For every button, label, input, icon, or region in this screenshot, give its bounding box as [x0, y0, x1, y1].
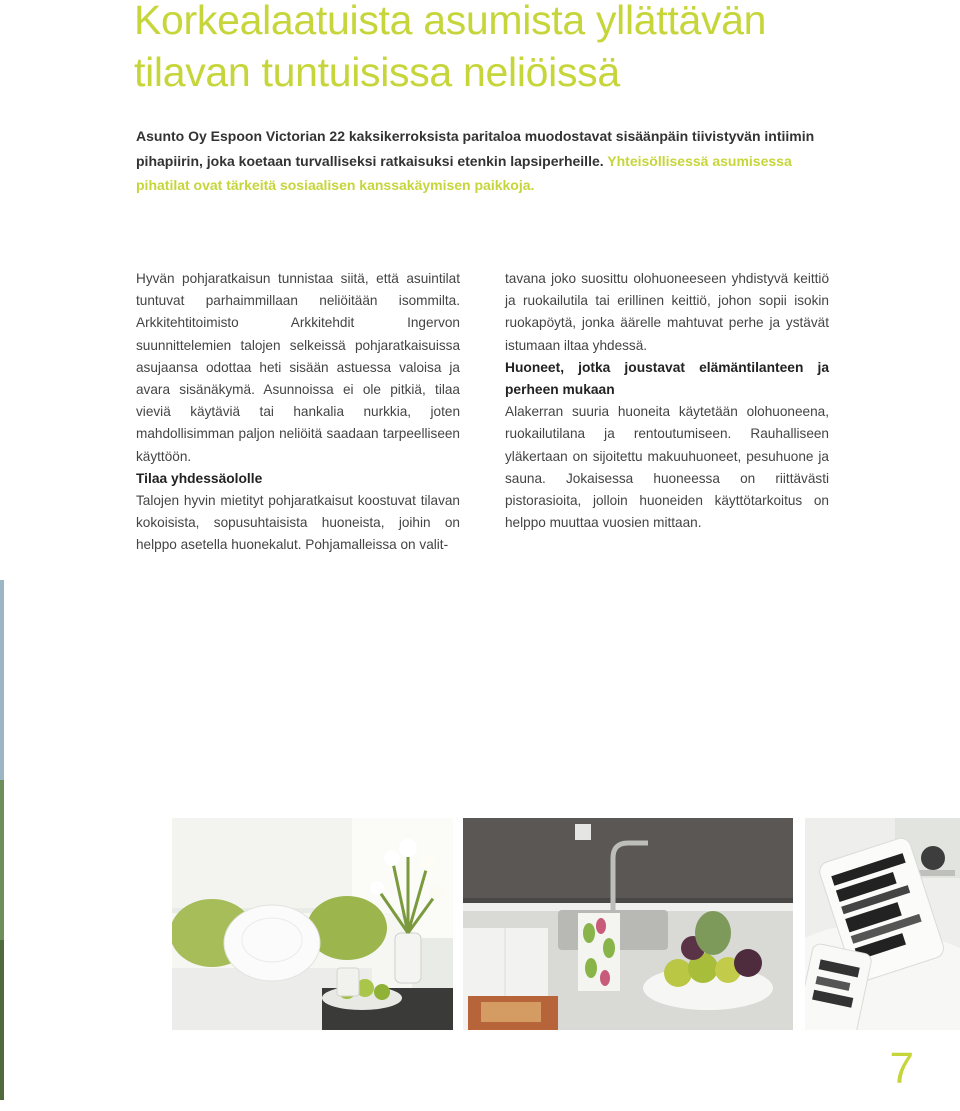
section-subheading: Huoneet, jotka joustavat elämäntilanteen ja perheen mukaan	[505, 359, 829, 398]
text-column-right	[505, 268, 829, 534]
lead-paragraph	[136, 124, 844, 198]
body-paragraph: Hyvän pohjaratkaisun tunnistaa siitä, että asuintilat tuntuvat parhaimmillaan neliöitään isommilta. Arkkitehtitoimisto Arkkitehdit Ingervon suunnittelemien talojen selkeissä pohjaratkaisuissa asujaansa odottaa heti sisään astuessa valoisa ja avara sisänäkymä. Asunnoissa ei ole pitkiä, tilaa vieviä käytäviä tai hankalia nurkkia, joten mahdollisimman paljon neliöitä saadaan tarpeelliseen käyttöön.	[136, 271, 460, 464]
text-column-left	[136, 268, 460, 557]
kitchen-photo	[463, 818, 793, 1030]
edge-photo	[0, 580, 4, 1100]
title-line-1: Korkealaatuista asumista yllättävän	[134, 0, 767, 43]
page-number: 7	[889, 1044, 914, 1093]
lead-text-1: Asunto Oy Espoon Victorian 22 kaksikerroksista paritaloa muodostavat sisäänpäin tiivistyvän intiimin pihapiirin, joka koetaan turvalliseksi ratkaisuksi etenkin lapsiperheille.	[136, 128, 815, 169]
body-paragraph: Talojen hyvin mietityt pohjaratkaisut koostuvat tilavan kokoisista, sopusuhtaisista huoneista, joihin on helppo asetella huonekalut. Pohjamalleissa on valit-	[136, 493, 460, 553]
body-paragraph: tavana joko suosittu olohuoneeseen yhdistyvä keittiö ja ruokailutila tai erillinen keittiö, johon sopii isokin ruokapöytä, jonka äärelle mahtuvat perhe ja ystävät istumaan iltaa yhdessä.	[505, 271, 829, 353]
living-room-photo	[172, 818, 453, 1030]
body-paragraph: Alakerran suuria huoneita käytetään olohuoneena, ruokailutilana ja rentoutumiseen. Rauhalliseen yläkertaan on sijoitettu makuuhuoneet, pesuhuone ja sauna. Jokaisessa huoneessa on riittävästi pistorasioita, jolloin huoneiden käyttötarkoitus on helppo muuttaa vuosien mittaan.	[505, 404, 829, 531]
page-title	[134, 0, 934, 98]
section-subheading: Tilaa yhdessäololle	[136, 470, 263, 486]
bedroom-photo	[805, 818, 960, 1030]
lead-text-2: Yhteisöllisessä asumisessa pihatilat ovat tärkeitä sosiaalisen kanssakäymisen paikkoja.	[136, 152, 792, 193]
title-line-2: tilavan tuntuisissa neliöissä	[134, 49, 620, 95]
